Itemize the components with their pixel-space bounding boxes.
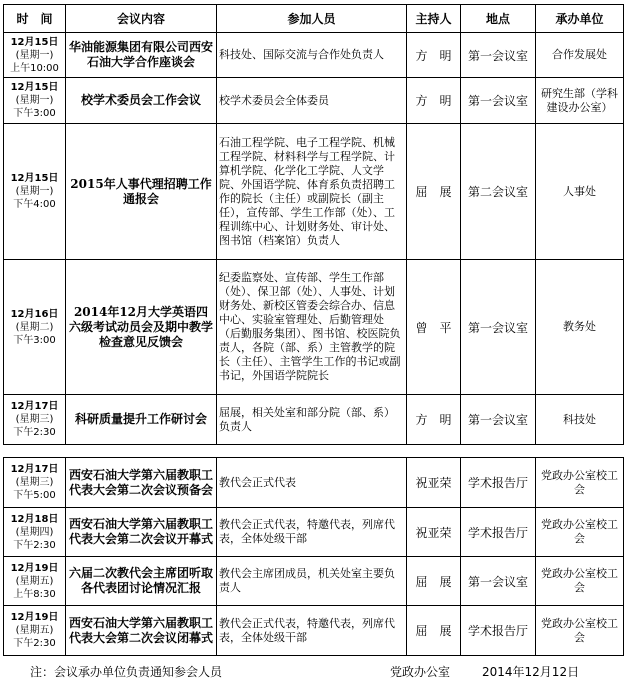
footer-date: 2014年12月12日 bbox=[482, 665, 580, 679]
clock-time: 下午2:30 bbox=[13, 638, 56, 649]
organizer-unit: 党政办公室校工会 bbox=[536, 606, 624, 656]
clock-time: 下午2:30 bbox=[13, 427, 56, 438]
place: 第一会议室 bbox=[461, 557, 536, 606]
meeting-title: 科研质量提升工作研讨会 bbox=[66, 395, 217, 445]
weekday: (星期一) bbox=[15, 95, 54, 106]
clock-time: 上午8:30 bbox=[13, 588, 56, 600]
time-cell bbox=[4, 458, 66, 508]
meeting-title: 2014年12月大学英语四六级考试动员会及期中教学检查意见反馈会 bbox=[66, 260, 217, 395]
attendees: 教代会正式代表，特邀代表，列席代表，全体处级干部 bbox=[217, 606, 407, 656]
weekday: (星期四) bbox=[15, 526, 54, 538]
weekday: (星期五) bbox=[15, 575, 54, 587]
table-row bbox=[4, 508, 624, 557]
meeting-title: 西安石油大学第六届教职工代表大会第二次会议开幕式 bbox=[66, 508, 217, 557]
attendees: 校学术委员会全体委员 bbox=[217, 78, 407, 124]
host: 曾 平 bbox=[407, 260, 461, 395]
meeting-title: 西安石油大学第六届教职工代表大会第二次会议预备会 bbox=[66, 458, 217, 508]
date: 12月16日 bbox=[10, 308, 59, 320]
clock-time: 下午3:00 bbox=[13, 108, 56, 119]
header-place: 地点 bbox=[461, 5, 536, 33]
organizer-unit: 研究生部（学科建设办公室） bbox=[536, 78, 624, 124]
time-cell bbox=[4, 33, 66, 78]
weekday: (星期一) bbox=[15, 186, 54, 197]
schedule-table-lower bbox=[3, 457, 624, 656]
header-attendees: 参加人员 bbox=[217, 5, 407, 33]
time-cell bbox=[4, 606, 66, 656]
time-cell bbox=[4, 78, 66, 124]
date: 12月15日 bbox=[10, 36, 59, 48]
footer-note: 注：会议承办单位负责通知参会人员 bbox=[30, 665, 223, 679]
host: 祝亚荣 bbox=[407, 508, 461, 557]
host: 方 明 bbox=[407, 33, 461, 78]
schedule-table-upper bbox=[3, 4, 624, 445]
header-host: 主持人 bbox=[407, 5, 461, 33]
host: 屈 展 bbox=[407, 557, 461, 606]
header-title: 会议内容 bbox=[66, 5, 217, 33]
table-row bbox=[4, 606, 624, 656]
organizer-unit: 人事处 bbox=[536, 124, 624, 260]
header-time: 时 间 bbox=[4, 5, 66, 33]
place: 第二会议室 bbox=[461, 124, 536, 260]
weekday: (星期一) bbox=[15, 49, 54, 61]
attendees: 屈展，相关处室和部分院（部、系）负责人 bbox=[217, 395, 407, 445]
place: 第一会议室 bbox=[461, 395, 536, 445]
clock-time: 下午5:00 bbox=[13, 490, 56, 501]
weekday: (星期三) bbox=[15, 414, 54, 425]
header-unit: 承办单位 bbox=[536, 5, 624, 33]
table-row bbox=[4, 124, 624, 260]
place: 学术报告厅 bbox=[461, 606, 536, 656]
place: 学术报告厅 bbox=[461, 508, 536, 557]
date: 12月15日 bbox=[10, 82, 59, 93]
footer-issuer: 党政办公室 bbox=[390, 665, 451, 679]
host: 方 明 bbox=[407, 78, 461, 124]
meeting-title: 六届二次教代会主席团听取各代表团讨论情况汇报 bbox=[66, 557, 217, 606]
date: 12月18日 bbox=[10, 513, 59, 525]
meeting-title: 西安石油大学第六届教职工代表大会第二次会议闭幕式 bbox=[66, 606, 217, 656]
weekday: (星期二) bbox=[15, 321, 54, 333]
attendees: 石油工程学院、电子工程学院、机械工程学院、材料科学与工程学院、计算机学院、化学化工学院、人文学院、外国语学院、体育系负责招聘工作的院长（主任）或副院长（副主任），宣传部、学生工作部（处）、工程训练中心、计划财务处、审计处、图书馆（档案馆）负责人 bbox=[217, 124, 407, 260]
table-row bbox=[4, 395, 624, 445]
clock-time: 下午2:30 bbox=[13, 539, 56, 551]
meeting-title: 2015年人事代理招聘工作通报会 bbox=[66, 124, 217, 260]
organizer-unit: 党政办公室校工会 bbox=[536, 557, 624, 606]
time-cell bbox=[4, 508, 66, 557]
table-row bbox=[4, 458, 624, 508]
clock-time: 下午3:00 bbox=[13, 334, 56, 346]
attendees: 科技处、国际交流与合作处负责人 bbox=[217, 33, 407, 78]
date: 12月17日 bbox=[10, 464, 59, 475]
date: 12月19日 bbox=[10, 562, 59, 574]
clock-time: 上午10:00 bbox=[10, 62, 59, 74]
place: 学术报告厅 bbox=[461, 458, 536, 508]
organizer-unit: 教务处 bbox=[536, 260, 624, 395]
place: 第一会议室 bbox=[461, 260, 536, 395]
organizer-unit: 党政办公室校工会 bbox=[536, 508, 624, 557]
time-cell bbox=[4, 124, 66, 260]
time-cell bbox=[4, 260, 66, 395]
host: 祝亚荣 bbox=[407, 458, 461, 508]
date: 12月19日 bbox=[10, 612, 59, 623]
clock-time: 下午4:00 bbox=[13, 199, 56, 210]
place: 第一会议室 bbox=[461, 33, 536, 78]
meeting-title: 华油能源集团有限公司西安石油大学合作座谈会 bbox=[66, 33, 217, 78]
meeting-title: 校学术委员会工作会议 bbox=[66, 78, 217, 124]
time-cell bbox=[4, 395, 66, 445]
host: 屈 展 bbox=[407, 124, 461, 260]
date: 12月17日 bbox=[10, 401, 59, 412]
weekday: (星期五) bbox=[15, 625, 54, 636]
organizer-unit: 合作发展处 bbox=[536, 33, 624, 78]
header-row bbox=[4, 5, 624, 33]
host: 屈 展 bbox=[407, 606, 461, 656]
attendees: 教代会正式代表 bbox=[217, 458, 407, 508]
weekday: (星期三) bbox=[15, 477, 54, 488]
date: 12月15日 bbox=[10, 173, 59, 184]
table-row bbox=[4, 557, 624, 606]
attendees: 教代会正式代表，特邀代表，列席代表，全体处级干部 bbox=[217, 508, 407, 557]
place: 第一会议室 bbox=[461, 78, 536, 124]
organizer-unit: 党政办公室校工会 bbox=[536, 458, 624, 508]
time-cell bbox=[4, 557, 66, 606]
host: 方 明 bbox=[407, 395, 461, 445]
table-row bbox=[4, 260, 624, 395]
attendees: 纪委监察处、宣传部、学生工作部（处）、保卫部（处）、人事处、计划财务处、新校区管委会综合办、信息中心、实验室管理处、后勤管理处（后勤服务集团）、图书馆、校医院负责人，各院（部、系）主管教学的院长（主任）、主管学生工作的书记或副书记，外国语学院院长 bbox=[217, 260, 407, 395]
table-row bbox=[4, 78, 624, 124]
organizer-unit: 科技处 bbox=[536, 395, 624, 445]
attendees: 教代会主席团成员，机关处室主要负责人 bbox=[217, 557, 407, 606]
table-row bbox=[4, 33, 624, 78]
